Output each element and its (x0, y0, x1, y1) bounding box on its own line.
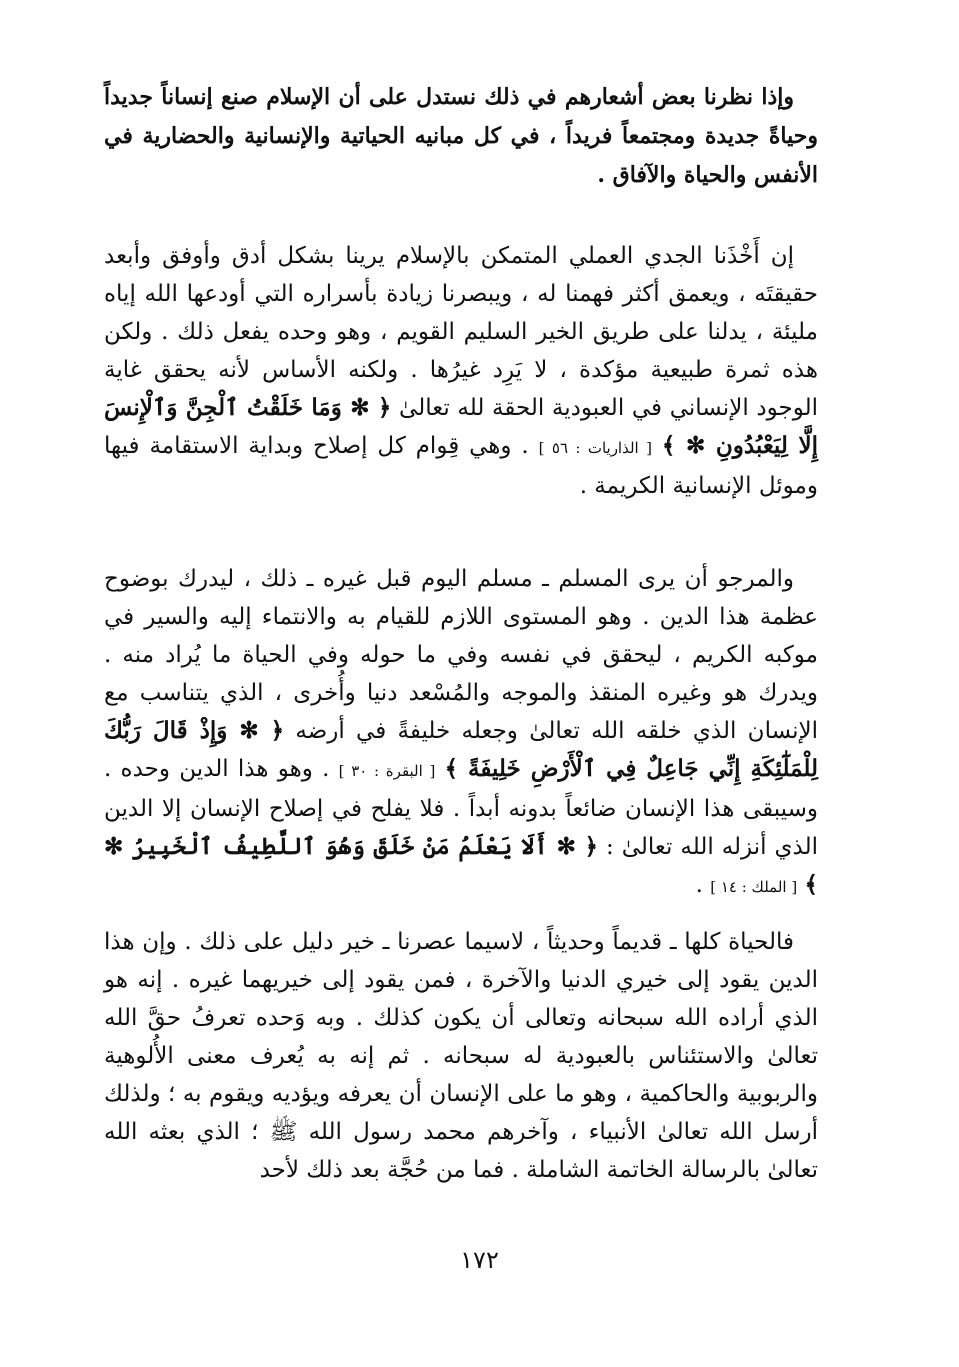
verse-reference: [ الملك : ١٤ ] (710, 878, 798, 896)
paragraph-4 (104, 923, 818, 1189)
paragraph-1-text: وإذا نظرنا بعض أشعارهم في ذلك نستدل على أن الإسلام صنع إنساناً جديداً وحياةً جديدة ومجتمعاً فريداً ، في كل مبانيه الحياتية والإنسانية والحضارية في الأنفس والحياة والآفاق . (104, 84, 818, 188)
paragraph-2-text-a: إن أَخْذَنا الجدي العملي المتمكن بالإسلام يرينا بشكل أدق وأوفق وأبعد حقيقتَه ، ويعمق أكثر فهمنا له ، ويبصرنا زيادة بأسراره التي أودعها الله إياه مليئة ، يدلنا على طريق الخير السليم القويم ، وهو وحده يفعل ذلك . ولكن هذه ثمرة طبيعية مؤكدة ، لا يَرِد غيرُها . ولكنه الأساس لأنه يحقق غاية الوجود الإنساني في العبودية الحقة لله تعالىٰ (104, 243, 819, 421)
quran-verse: ﴿ ✻ وَمَا خَلَقْتُ ٱلْجِنَّ وَٱلْإِنسَ إِلَّا لِيَعْبُدُونِ ✻ ﴾ (104, 394, 818, 459)
paragraph-1 (104, 78, 818, 195)
paragraph-3-text-a: والمرجو أن يرى المسلم ـ مسلم اليوم قبل غيره ـ ذلك ، ليدرك بوضوح عظمة هذا الدين . وهو المستوى اللازم للقيام به والانتماء إليه والسير في موكبه الكريم ، ليحقق في نفسه وفي ما حوله وفي الحياة ما يُراد منه . ويدرك هو وغيره المنقذ والموجه والمُسْعد دنيا وأُخرى ، الذي يتناسب مع الإنسان الذي خلقه الله تعالىٰ وجعله خليفةً في أرضه (104, 566, 818, 744)
page-number: ١٧٢ (460, 1246, 499, 1274)
paragraph-3-text-c: . (695, 872, 703, 898)
paragraph-3 (104, 560, 818, 906)
verse-reference: [ البقرة : ٣٠ ] (338, 762, 436, 780)
paragraph-2-text-b: . وهي قِوام كل إصلاح وبداية الاستقامة فيها وموئل الإنسانية الكريمة . (104, 433, 818, 499)
quran-verse: ﴿ ✻ وَإِذْ قَالَ رَبُّكَ لِلْمَلَٰٓئِكَةِ إِنِّي جَاعِلٌ فِي ٱلْأَرْضِ خَلِيفَةً ﴾ (104, 717, 818, 782)
quran-verse: ﴿ ✻ أَلَا يَعْلَمُ مَنْ خَلَقَ وَهُوَ ٱللَّطِيفُ ٱلْخَبِيرُ ✻ ﴾ (104, 833, 818, 898)
paragraph-4-text: فالحياة كلها ـ قديماً وحديثاً ، لاسيما عصرنا ـ خير دليل على ذلك . وإن هذا الدين يقود إلى خيري الدنيا والآخرة ، فمن يقود إلى خيريهما غيره . إنه هو الذي أراده الله سبحانه وتعالى أن يكون كذلك . وبه وَحده تعرفُ حقَّ الله تعالىٰ والاستئناس بالعبودية له سبحانه . ثم إنه به يُعرف معنى الأُلوهية والربوبية والحاكمية ، وهو ما على الإنسان أن يعرفه ويؤديه ويقوم به ؛ ولذلك أرسل الله تعالىٰ الأنبياء ، وآخرهم محمد رسول الله ﷺ ؛ الذي بعثه الله تعالىٰ بالرسالة الخاتمة الشاملة . فما من حُجَّة بعد ذلك لأحد (104, 929, 819, 1183)
paragraph-3-text-b: . وهو هذا الدين وحده . وسيبقى هذا الإنسان ضائعاً بدونه أبداً . فلا يفلح في إصلاح الإنسان إلا الدين الذي أنزله الله تعالىٰ : (104, 756, 818, 860)
paragraph-2 (104, 237, 818, 505)
verse-reference: [ الذاريات : ٥٦ ] (538, 439, 652, 457)
